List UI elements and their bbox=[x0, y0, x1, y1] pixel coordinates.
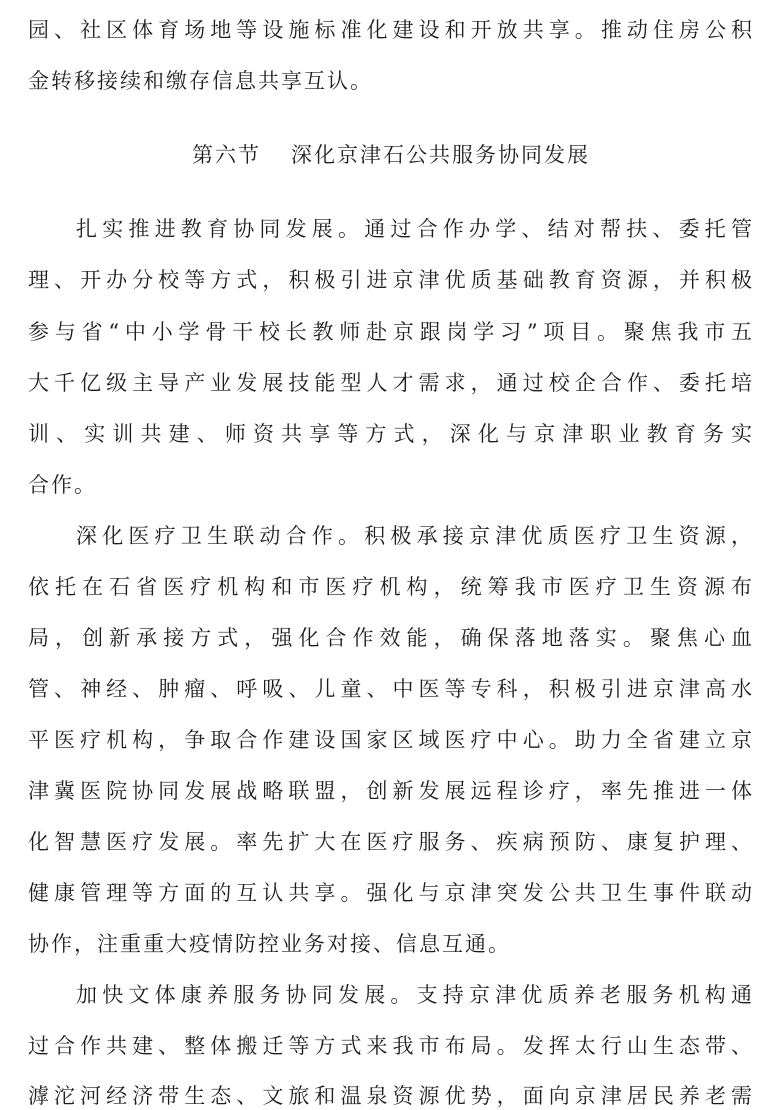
paragraph-line: 训、实训共建、师资共享等方式，深化与京津职业教育务实 bbox=[28, 422, 754, 446]
paragraph-line: 化智慧医疗发展。率先扩大在医疗服务、疾病预防、康复护理、 bbox=[28, 830, 754, 854]
paragraph-line: 理、开办分校等方式，积极引进京津优质基础教育资源，并积极 bbox=[28, 268, 754, 292]
paragraph-line: 管、神经、肿瘤、呼吸、儿童、中医等专科，积极引进京津高水 bbox=[28, 677, 754, 701]
paragraph-line: 合作。 bbox=[28, 473, 97, 497]
paragraph-line: 依托在石省医疗机构和市医疗机构，统筹我市医疗卫生资源布 bbox=[28, 575, 754, 599]
paragraph-line: 健康管理等方面的互认共享。强化与京津突发公共卫生事件联动 bbox=[28, 881, 754, 905]
section-number: 第六节 bbox=[192, 143, 261, 167]
paragraph-line: 参与省“中小学骨干校长教师赴京跟岗学习”项目。聚焦我市五 bbox=[28, 320, 754, 344]
section-title: 深化京津石公共服务协同发展 bbox=[291, 143, 590, 167]
paragraph-line: 过合作共建、整体搬迁等方式来我市布局。发挥太行山生态带、 bbox=[28, 1034, 754, 1058]
paragraph-line: 协作，注重重大疫情防控业务对接、信息互通。 bbox=[28, 932, 511, 956]
paragraph-line: 津冀医院协同发展战略联盟，创新发展远程诊疗，率先推进一体 bbox=[28, 779, 754, 803]
paragraph-line: 局，创新承接方式，强化合作效能，确保落地落实。聚焦心血 bbox=[28, 626, 754, 650]
paragraph-line: 平医疗机构，争取合作建设国家区域医疗中心。助力全省建立京 bbox=[28, 728, 754, 752]
paragraph-line: 扎实推进教育协同发展。通过合作办学、结对帮扶、委托管 bbox=[76, 217, 754, 241]
paragraph-line: 大千亿级主导产业发展技能型人才需求，通过校企合作、委托培 bbox=[28, 371, 754, 395]
text-line: 园、社区体育场地等设施标准化建设和开放共享。推动住房公积 bbox=[28, 18, 754, 42]
section-heading bbox=[0, 141, 782, 169]
paragraph-line: 深化医疗卫生联动合作。积极承接京津优质医疗卫生资源， bbox=[76, 524, 754, 548]
paragraph-line: 滹沱河经济带生态、文旅和温泉资源优势，面向京津居民养老需 bbox=[28, 1084, 754, 1108]
text-line: 金转移接续和缴存信息共享互认。 bbox=[28, 69, 373, 93]
paragraph-line: 加快文体康养服务协同发展。支持京津优质养老服务机构通 bbox=[76, 983, 754, 1007]
